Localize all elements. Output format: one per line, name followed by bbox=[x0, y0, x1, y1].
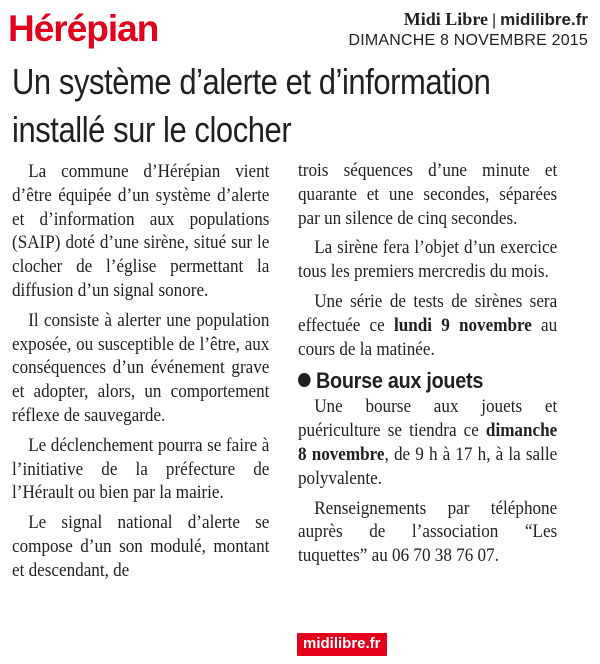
headline-line-2: installé sur le clocher bbox=[12, 109, 292, 150]
subhead-text: Bourse aux jouets bbox=[316, 368, 484, 394]
bourse-text: Une bourse aux jouets et puériculture se tiendra ce bbox=[298, 396, 558, 442]
paragraph-purpose: Il consiste à alerter une population exposée, ou susceptible de l’être, aux conséquences d’un événement grave et adopter, alors, un comportement réflexe de sauvegarde. bbox=[12, 309, 270, 426]
brand-logo: midilibre.fr bbox=[297, 633, 387, 656]
paragraph-tests bbox=[298, 290, 557, 361]
masthead bbox=[348, 9, 588, 51]
tests-text: Une série de tests de sirènes sera effectuée ce bbox=[298, 290, 558, 336]
publication-date: DIMANCHE 8 NOVEMBRE 2015 bbox=[348, 32, 588, 49]
paragraph-contact: Renseignements par téléphone auprès de l’association “Les tuquettes” au 06 70 38 76 07. bbox=[298, 497, 558, 567]
paragraph-intro: La commune d’Hérépian vient d’être équipée d’un système d’alerte et d’information aux populations (SAIP) doté d’une sirène, situé sur le clocher de l’église permettant la diffusion d’un signal sonore. bbox=[12, 161, 270, 301]
section-kicker: Hérépian bbox=[8, 8, 159, 49]
paragraph-signal: Le signal national d’alerte se compose d’un son modulé, montant et descendant, de bbox=[12, 512, 270, 581]
bullet-icon bbox=[298, 373, 311, 387]
paragraph-signal-continued: trois séquences d’une minute et quarante et une secondes, séparées par un silence de cinq secondes. bbox=[298, 160, 558, 229]
article-column-right bbox=[298, 159, 557, 574]
paragraph-bourse bbox=[298, 395, 557, 490]
article-column-left bbox=[12, 160, 269, 589]
paragraph-trigger: Le déclenchement pourra se faire à l’initiative de la préfecture de l’Hérault ou bien par la mairie. bbox=[12, 434, 270, 504]
newspaper-name: Midi Libre bbox=[403, 9, 488, 29]
website-name: midilibre.fr bbox=[500, 10, 588, 29]
article-headline bbox=[12, 58, 597, 154]
bourse-text-end: , de 9 h à 17 h, à la salle polyvalente. bbox=[298, 443, 558, 489]
subhead-bourse bbox=[298, 367, 557, 395]
paragraph-exercise: La sirène fera l’objet d’un exercice tous les premiers mercredis du mois. bbox=[298, 237, 558, 283]
bourse-date: dimanche 8 novembre bbox=[298, 420, 558, 465]
masthead-separator: | bbox=[491, 12, 497, 29]
tests-date: lundi 9 novembre bbox=[393, 314, 532, 336]
headline-line-1: Un système d’alerte et d’information bbox=[12, 61, 491, 102]
tests-text-end: au cours de la matinée. bbox=[298, 314, 558, 360]
